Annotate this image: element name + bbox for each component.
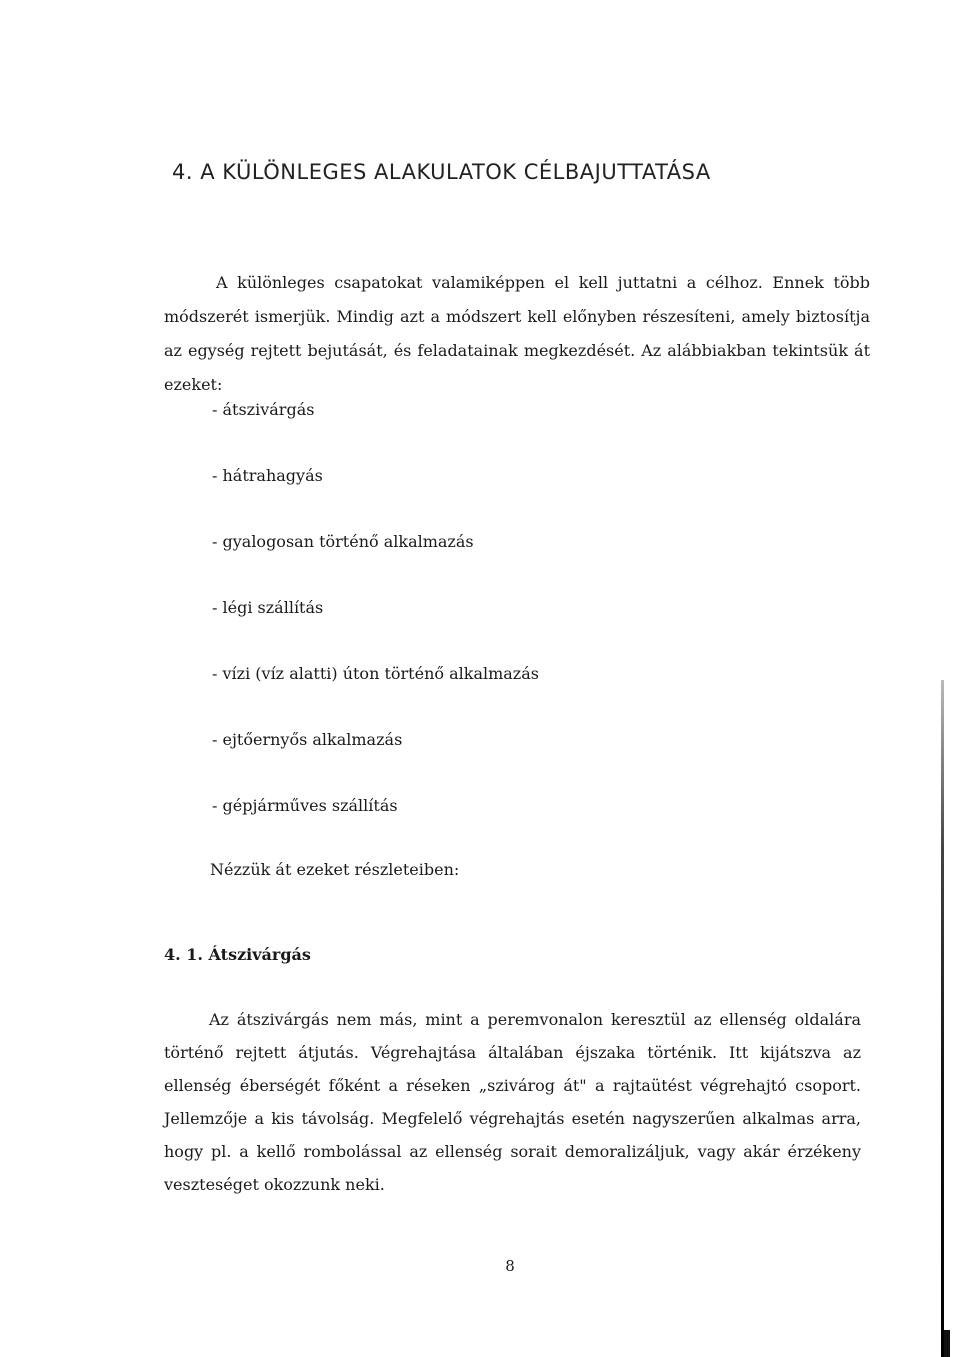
list-item: - átszivárgás — [212, 400, 315, 419]
list-item: - gépjárműves szállítás — [212, 796, 398, 815]
list-item: - vízi (víz alatti) úton történő alkalmazás — [212, 664, 539, 683]
page-number: 8 — [505, 1257, 515, 1275]
method-list — [212, 397, 539, 859]
section-heading: 4. 1. Átszivárgás — [164, 945, 311, 964]
list-item: - hátrahagyás — [212, 466, 323, 485]
scan-edge-mark — [944, 1330, 950, 1357]
intro-paragraph: A különleges csapatokat valamiképpen el kell juttatni a célhoz. Ennek több módszerét ismerjük. Mindig azt a módszert kell előnyben részesíteni, amely biztosítja az egység rejtett bejutását, és feladatainak megkezdését. Az alábbiakban tekintsük át ezeket: — [164, 273, 870, 394]
list-item: - ejtőernyős alkalmazás — [212, 730, 403, 749]
list-item: - gyalogosan történő alkalmazás — [212, 532, 474, 551]
list-item: - légi szállítás — [212, 598, 324, 617]
chapter-title: 4. A KÜLÖNLEGES ALAKULATOK CÉLBAJUTTATÁSA — [172, 160, 711, 184]
scan-edge-line — [941, 680, 944, 1357]
closing-sentence: Nézzük át ezeket részleteiben: — [210, 860, 460, 879]
section-body: Az átszivárgás nem más, mint a peremvonalon keresztül az ellenség oldalára történő rejtett átjutás. Végrehajtása általában éjszaka történik. Itt kijátszva az ellenség éberségét főként a réseken „szivárog át" a rajtaütést végrehajtó csoport. Jellemzője a kis távolság. Megfelelő végrehajtás esetén nagyszerűen alkalmas arra, hogy pl. a kellő rombolással az ellenség sorait demoralizáljuk, vagy akár érzékeny veszteséget okozzunk neki. — [164, 1010, 861, 1194]
